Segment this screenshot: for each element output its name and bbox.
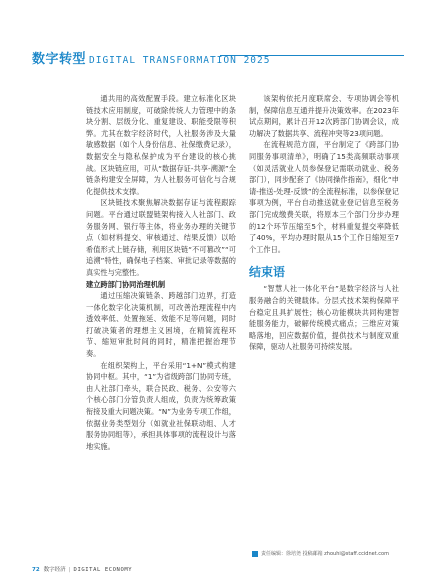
left-subheading: 建立跨部门协同治理机制: [86, 279, 166, 289]
header-title-cn: 数字转型: [32, 52, 87, 67]
left-paragraph-1: 通共用的高效配置手段。建立标准化区块链技术应用制度，可破除传统人力管理中的条块分割、层级分化、重复建设、职能受限等积弊。尤其在数字经济时代，人社服务涉及大量敏感数据（如个人身份信息、社保缴费记录），数据安全与隐私保护成为平台建设的核心挑战。区块链应用，可从“数据存证-共享-溯源”全链条构建安全屏障，为人社服务可信化与合规化提供技术支撑。: [86, 94, 236, 196]
left-paragraph-3: 通过压缩决策链条、跨越部门边界，打造一体化数字化决策机制，可改善治理流程中内透效率低、处置拖延、效能不足等问题，同时打破决策者的理想主义困境，在精简流程环节、缩短审批时间的同时，精准把握治理节奏。: [86, 291, 236, 359]
page-number: 72: [32, 567, 40, 573]
editor-credit: [252, 550, 389, 557]
page-footer: [32, 565, 132, 573]
left-paragraph-4: 在组织架构上，平台采用“1+N”模式构建协同中枢。其中，“1”为省级跨部门协同专班，由人社部门牵头，联合民政、税务、公安等六个核心部门分管负责人组成，负责为统筹政策衔接及重大问题决策。“N”为业务专项工作组，依据业务类型划分（如就业社保联动组、人才服务协同组等），承担具体事项的流程设计与落地实施。: [86, 360, 236, 451]
footer-separator: |: [68, 567, 71, 573]
right-paragraph-1: 该架构依托月度联席会、专项协调会等机制，保障信息互通并提升决策效率。在2023年试点期间，累计召开12次跨部门协调会议，成功解决了数据共享、流程冲突等23项问题。: [249, 94, 399, 138]
footer-publication-en: DIGITAL ECONOMY: [73, 567, 133, 573]
header-title-en: DIGITAL TRANSFORMATION 2025: [89, 55, 271, 66]
footer-publication: 数字经济: [43, 567, 66, 573]
section-heading-conclusion: 结束语: [249, 265, 286, 280]
left-paragraph-2: 区块链技术聚焦解决数据存证与流程跟踪问题。平台通过联盟链架构接入人社部门、政务服务网、银行等主体，将业务办理的关键节点（如材料提交、审核通过、结果反馈）以哈希值形式上链存储，利用区块链“不可篡改”“可追溯”特性，确保电子档案、审批记录等数据的真实性与完整性。: [86, 198, 236, 277]
right-paragraph-2: 在流程规范方面，平台制定了《跨部门协同服务事项清单》，明确了15类高频联动事项（如灵活就业人员参保登记需联动就业、税务部门），同步配套了《协同操作指南》，细化“申请-推送-处理-反馈”的全流程标准，以参保登记事项为例，平台自动推送就业登记信息至税务部门完成缴费关联，将原本三个部门分步办理的12个环节压缩至5个，材料重复提交率降低了40%，平均办理时限从15个工作日缩短至7个工作日。: [249, 140, 399, 254]
left-column: [86, 93, 236, 452]
page-header-title: [32, 48, 270, 67]
editor-credit-text: 责任编辑：徐培尧 投稿邮箱 zhouhi@staff.ccidnet.com: [261, 551, 389, 557]
header-divider: [220, 55, 404, 56]
right-paragraph-3: “智慧人社一体化平台”是数字经济与人社服务融合的关键载体。分层式技术架构保障平台稳定且具扩展性；核心功能模块共同构建智能服务能力，破解传统模式痛点；三维应对策略落地，回应数据价值，提供技术与制度双重保障，驱动人社服务可持续发展。: [249, 284, 399, 352]
right-column: [249, 93, 399, 353]
editor-marker-icon: [252, 551, 258, 557]
